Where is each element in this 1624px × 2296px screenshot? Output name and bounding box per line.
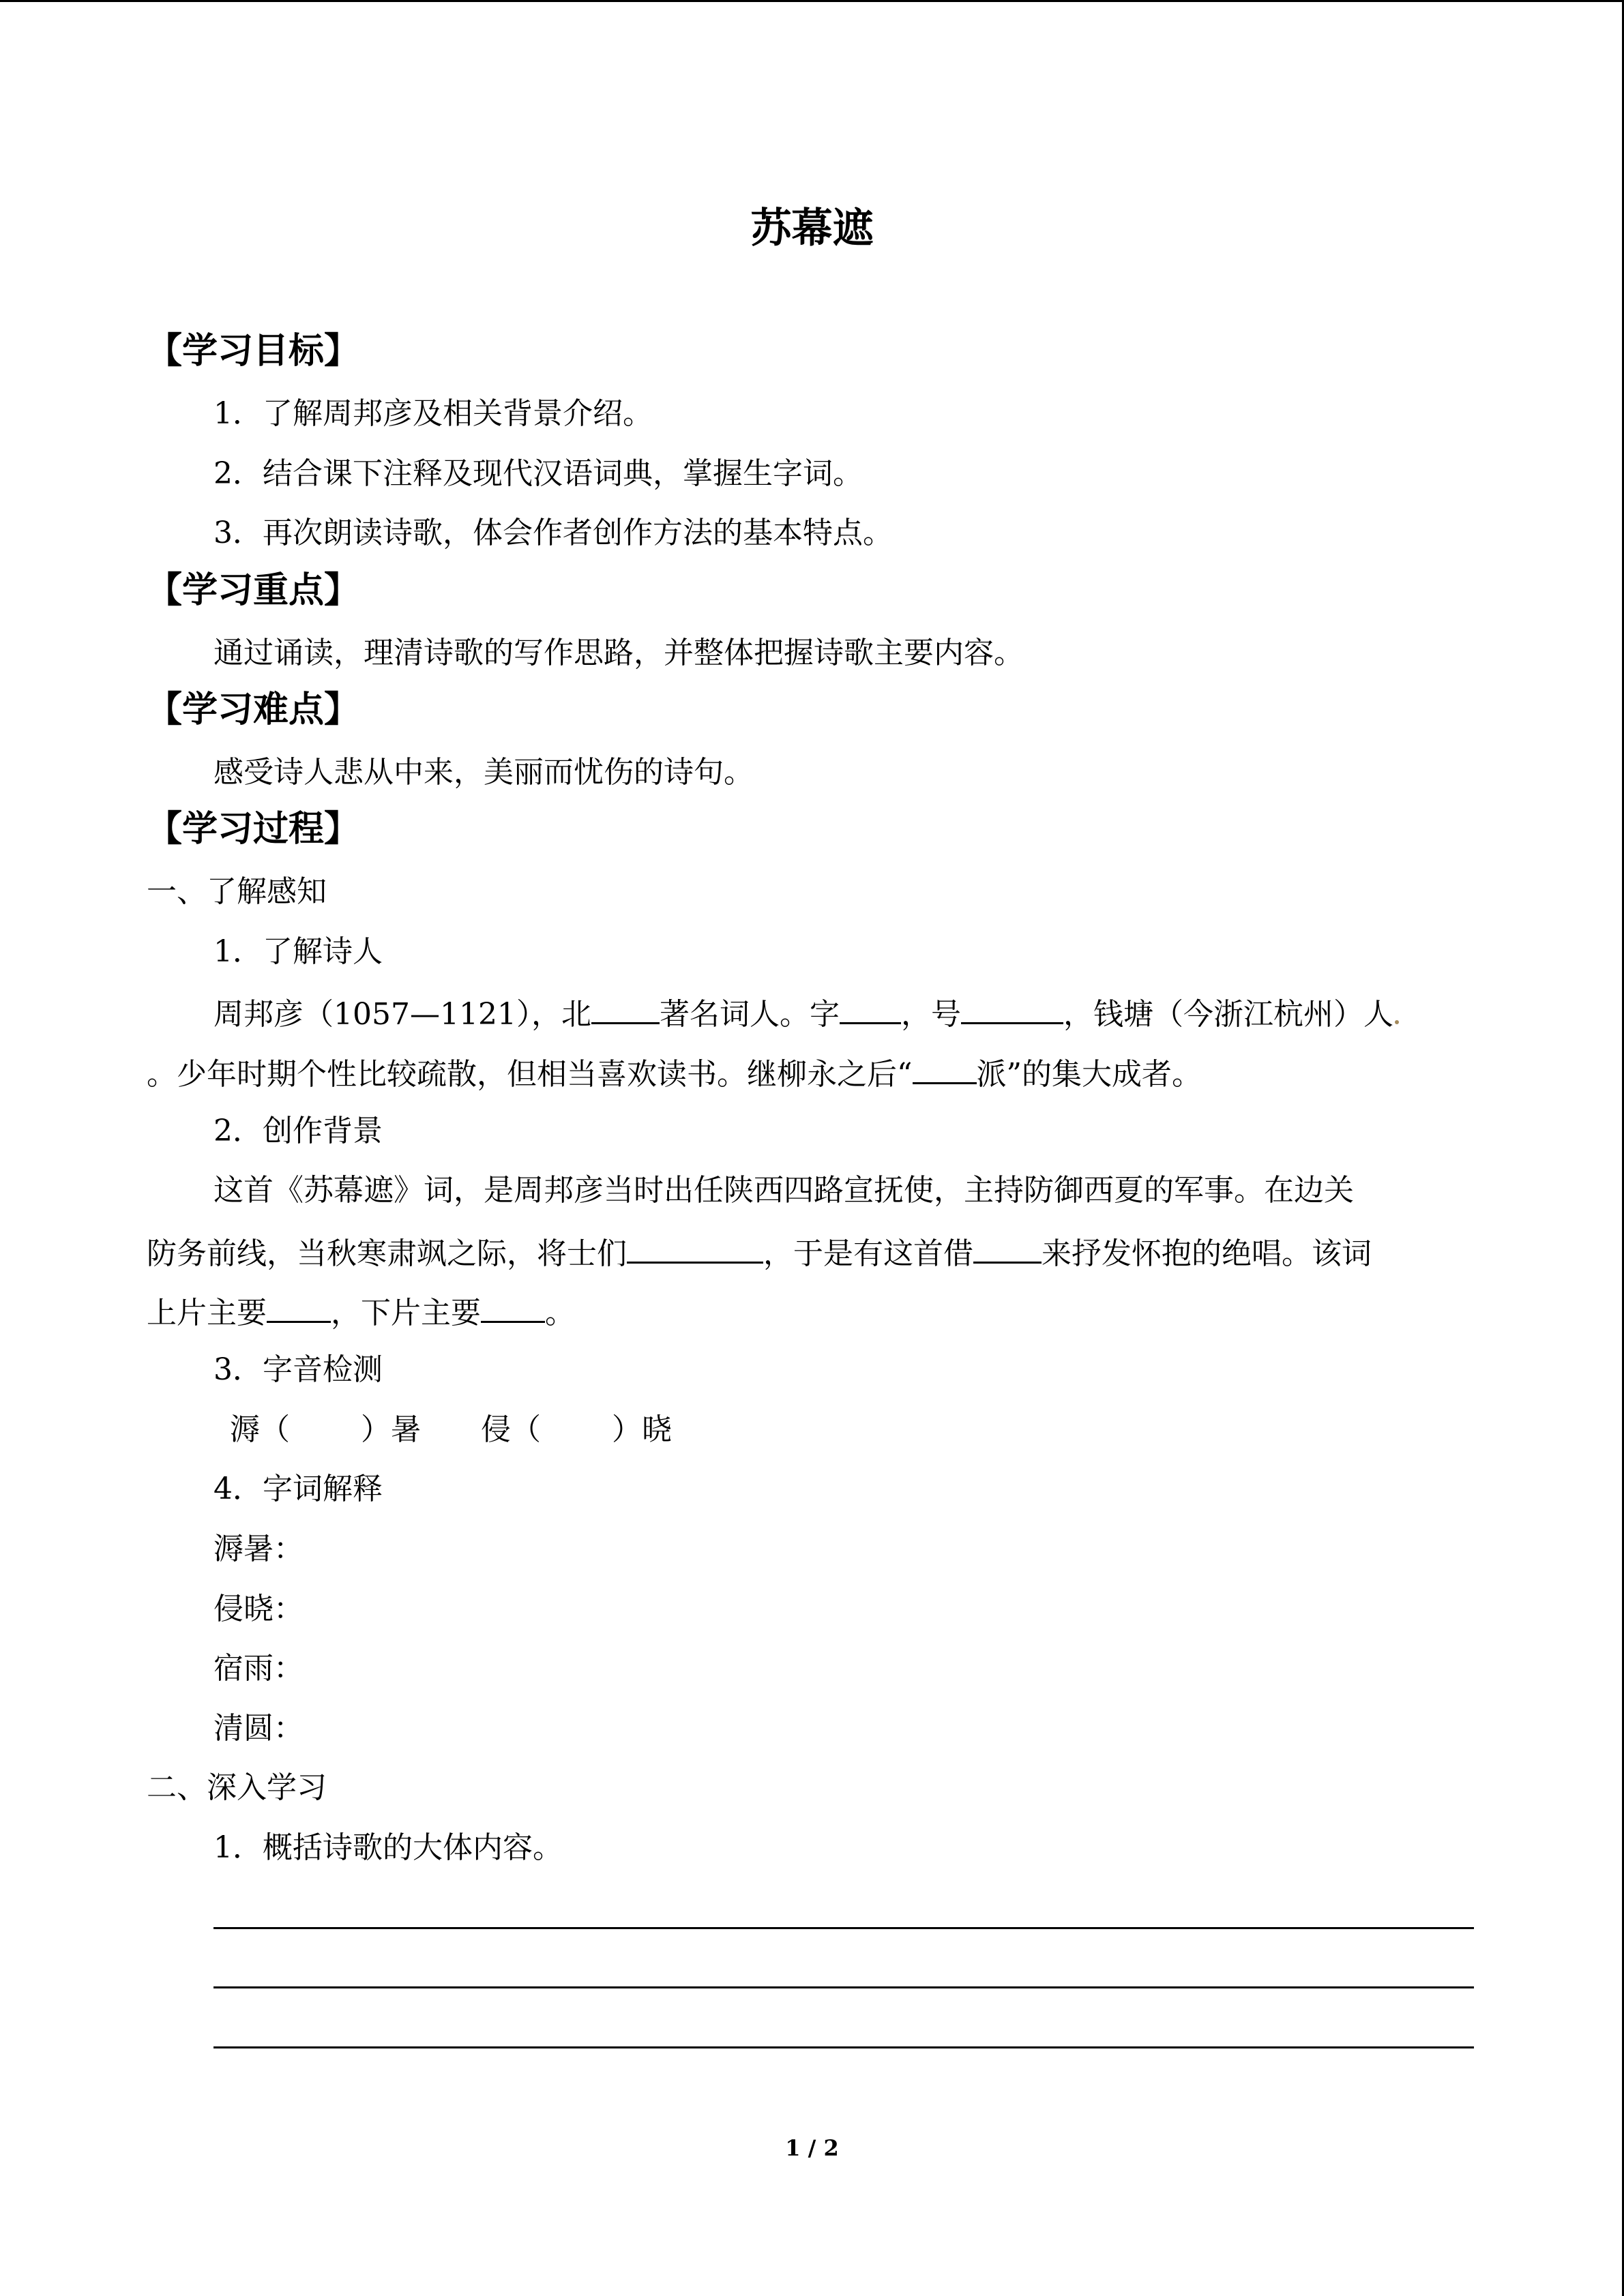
poet-line-1-c: ，号 [900,997,961,1032]
pron-word-2-end: ）晓 [612,1412,672,1447]
background-line-3-a: 上片主要 [147,1296,267,1330]
poet-line-1-a: 周邦彦（1057—1121），北 [213,997,591,1032]
word-item-2: 侵晓： [213,1592,304,1626]
question-1: 1．概括诗歌的大体内容。 [213,1830,563,1865]
blank-upper-part[interactable] [267,1289,331,1323]
difficulty-text: 感受诗人悲从中来，美丽而忧伤的诗句。 [213,755,754,790]
page-number: 1 / 2 [785,2135,839,2161]
pronunciation-line [230,1410,672,1450]
word-item-1: 溽暑： [213,1532,304,1566]
blank-lower-part[interactable] [481,1289,545,1323]
poet-title: 1．了解诗人 [213,934,383,969]
goal-item-1: 1．了解周邦彦及相关背景介绍。 [213,396,653,431]
stray-dot-mark [1395,1020,1399,1024]
poet-line-2 [147,1051,1202,1095]
poet-line-2-a: 。少年时期个性比较疏散，但相当喜欢读书。继柳永之后“ [147,1057,913,1092]
background-line-2 [147,1230,1372,1274]
pron-word-1-end: ）暑 [361,1412,421,1447]
answer-line-3[interactable] [213,2046,1474,2048]
page-border-top [0,0,1624,2]
poet-line-1-d: ，钱塘（今浙江杭州）人 [1063,997,1393,1032]
word-item-4: 清圆： [213,1711,304,1746]
words-title: 4．字词解释 [213,1472,383,1506]
heading-focus: 【学习重点】 [147,570,360,611]
heading-difficulty: 【学习难点】 [147,689,360,730]
poet-line-1-b: 著名词人。字 [659,997,840,1032]
background-line-3 [147,1289,575,1334]
background-line-3-c: 。 [545,1296,575,1330]
blank-dynasty[interactable] [591,991,660,1024]
goal-item-3: 3．再次朗读诗歌，体会作者创作方法的基本特点。 [213,516,893,550]
blank-courtesy-name[interactable] [840,991,901,1024]
background-line-2-c: 来抒发怀抱的绝唱。该词 [1042,1236,1372,1271]
blank-soldiers[interactable] [627,1230,763,1264]
background-line-2-a: 防务前线，当秋寒肃飒之际，将士们 [147,1236,627,1271]
background-title: 2．创作背景 [213,1114,383,1148]
goal-item-2: 2．结合课下注释及现代汉语词典，掌握生字词。 [213,456,863,491]
part2-title: 二、深入学习 [147,1770,327,1805]
blank-school[interactable] [913,1051,977,1084]
heading-process: 【学习过程】 [147,809,360,850]
background-line-1: 这首《苏幕遮》词，是周邦彦当时出任陕西四路宣抚使，主持防御西夏的军事。在边关 [213,1173,1354,1208]
pron-word-2-start: 侵（ [481,1412,541,1447]
poet-line-1 [213,991,1399,1035]
focus-text: 通过诵读，理清诗歌的写作思路，并整体把握诗歌主要内容。 [213,636,1024,670]
answer-line-2[interactable] [213,1986,1474,1988]
answer-line-1[interactable] [213,1927,1474,1929]
poet-line-2-b: 派”的集大成者。 [976,1057,1202,1092]
word-item-3: 宿雨： [213,1651,304,1686]
part1-title: 一、了解感知 [147,874,327,909]
pronunciation-title: 3．字音检测 [213,1352,383,1387]
pron-word-1-start: 溽（ [230,1412,290,1447]
heading-goals: 【学习目标】 [147,331,360,372]
background-line-2-b: ，于是有这首借 [763,1236,973,1271]
background-line-3-b: ，下片主要 [331,1296,481,1330]
blank-pseudonym[interactable] [961,991,1063,1024]
document-title: 苏幕遮 [750,205,874,252]
blank-borrow[interactable] [973,1230,1042,1264]
